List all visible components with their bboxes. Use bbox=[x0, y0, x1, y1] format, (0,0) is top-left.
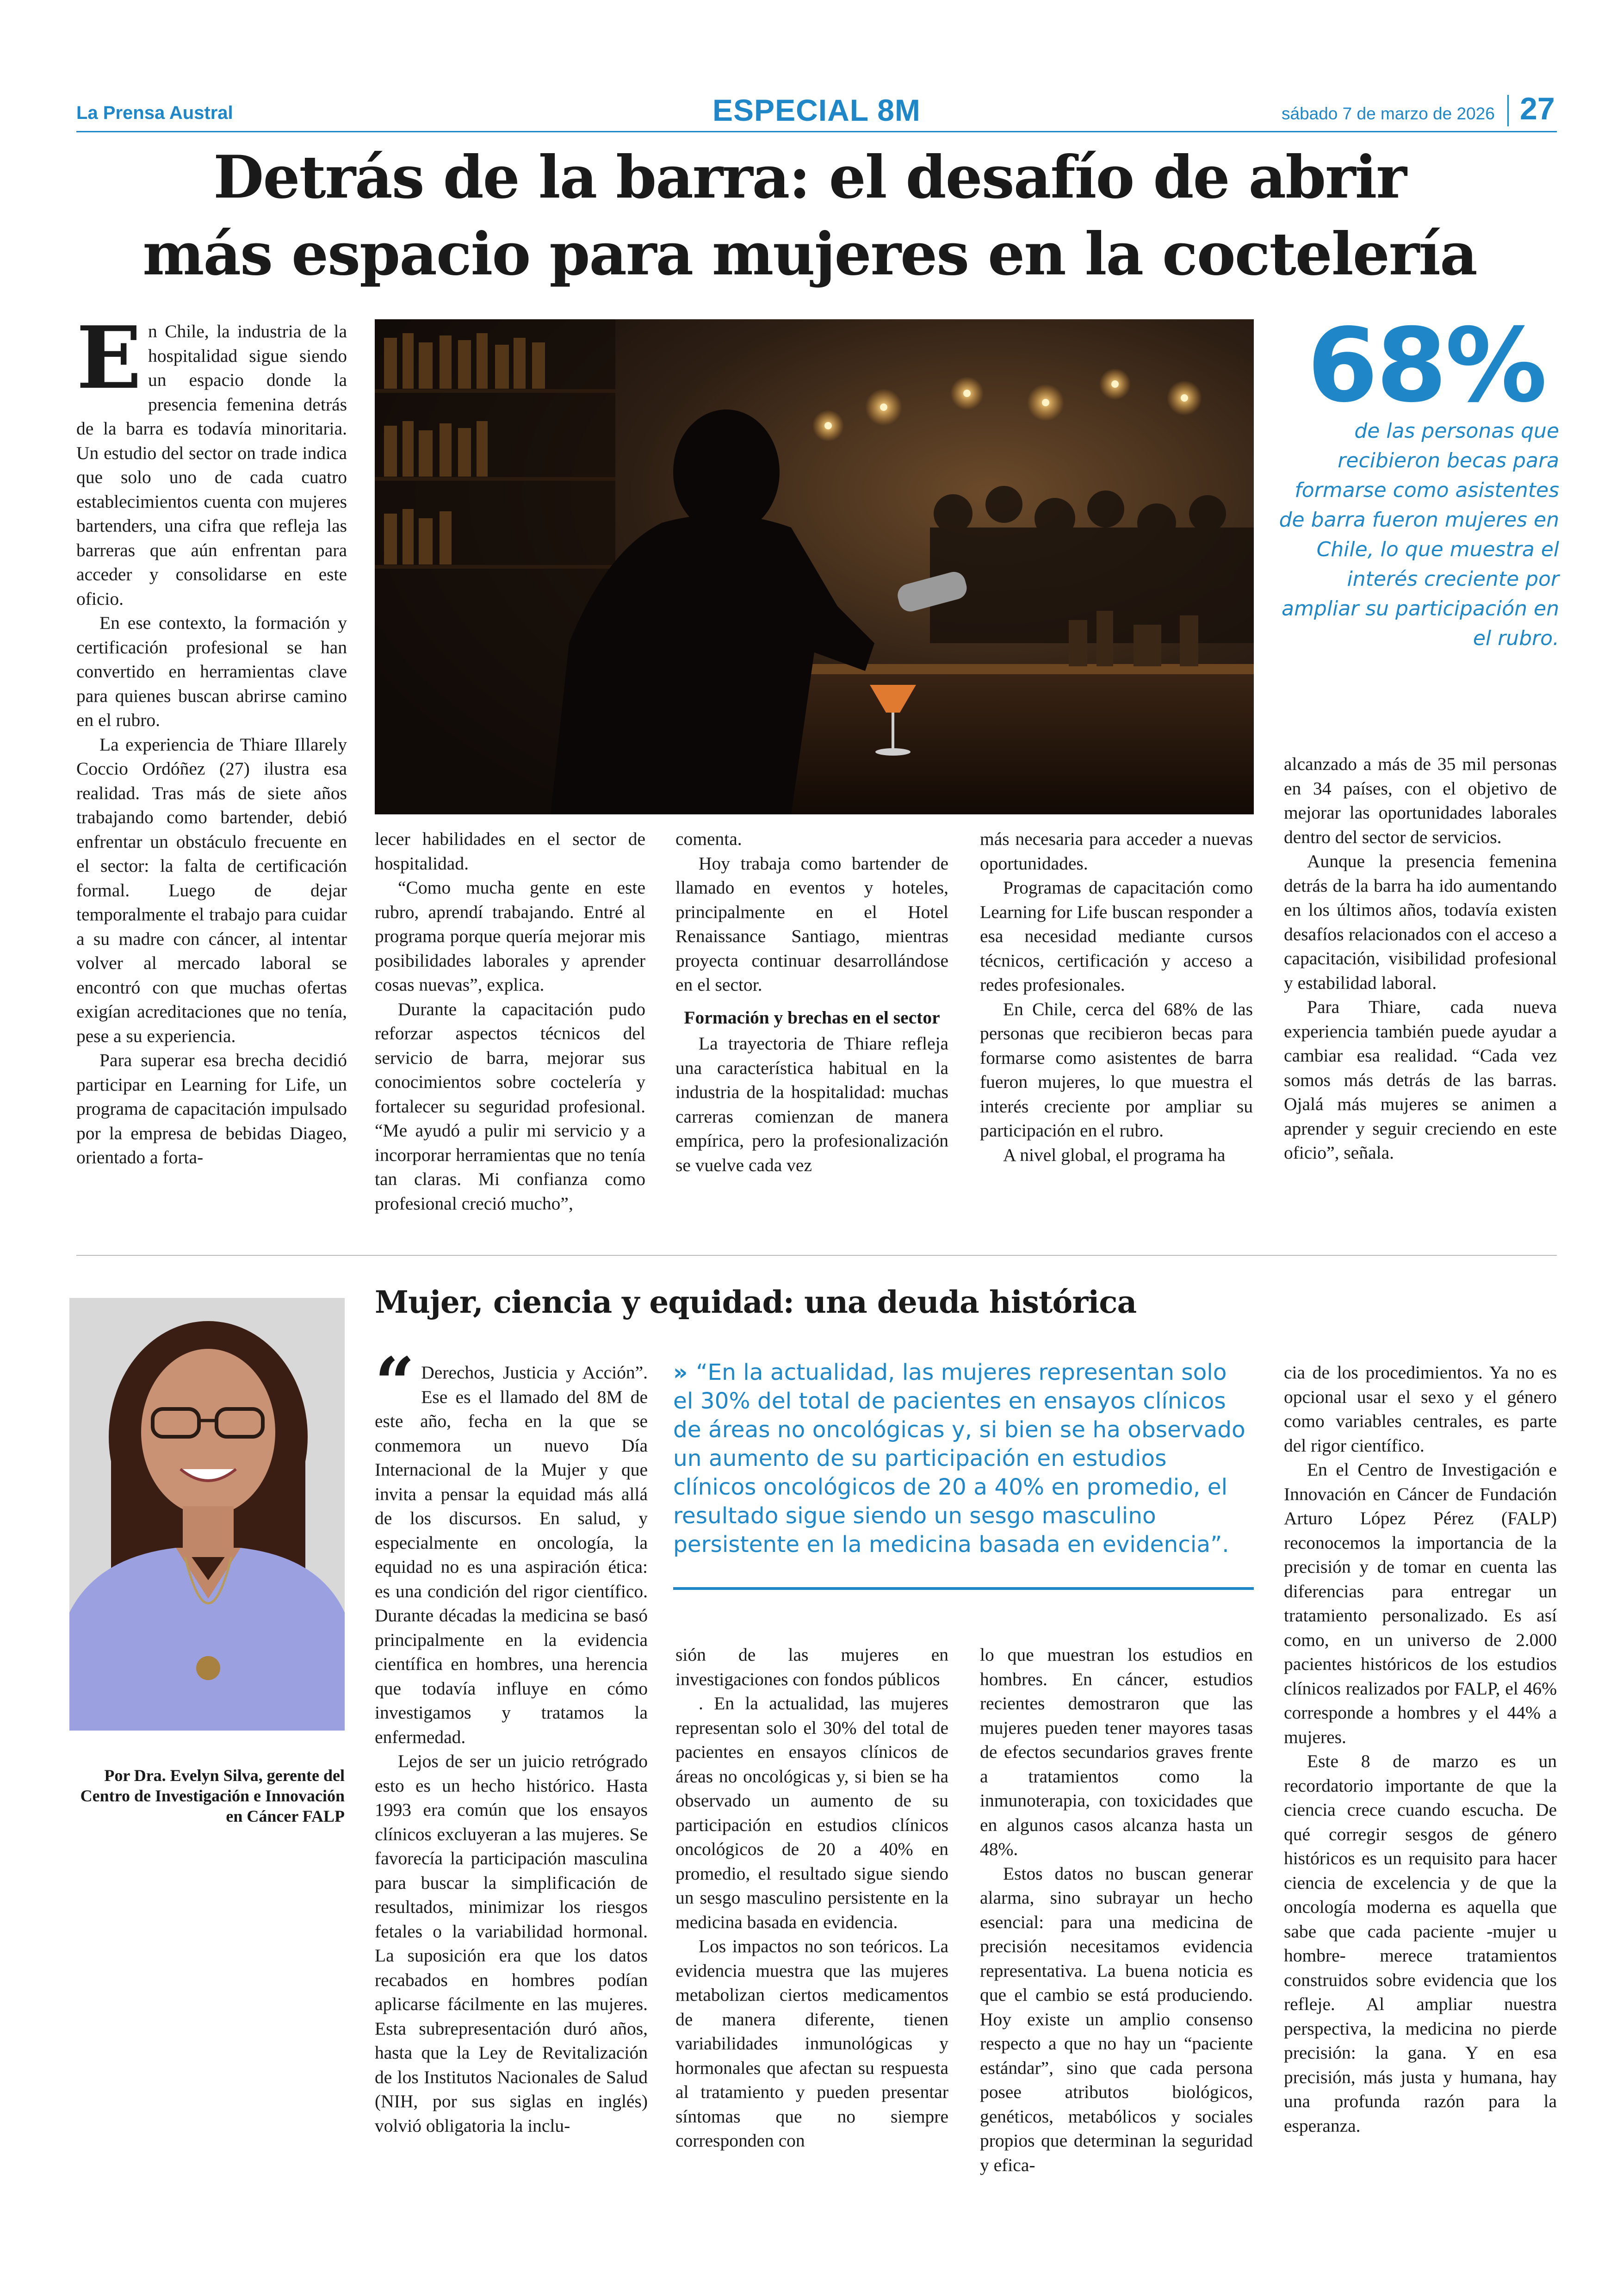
paragraph: Lejos de ser un juicio retrógrado esto es un hecho histórico. Hasta 1993 era común que los ensayos clínicos excluyeran a las mujeres. Se favorecía la participación masculina para buscar la simplificación de resultados, minimizar los riesgos fetales o la variabilidad hormonal. La suposición era que los datos recabados en hombres podían aplicarse fácilmente en las mujeres. Esta subrepresentación duró años, hasta que la Ley de Revitalización de los Institutos Nacionales de Salud (NIH, por sus siglas en inglés) volvió obligatoria la inclu- bbox=[375, 1751, 648, 2136]
paragraph: La trayectoria de Thiare refleja una característica habitual en la industria de la hospitalidad: muchas carreras comienzan de manera empírica, pero la profesionalización se vuelve cada vez bbox=[675, 1033, 948, 1175]
publication-name: La Prensa Austral bbox=[76, 103, 233, 123]
paragraph: La experiencia de Thiare Illarely Coccio Ordóñez (27) ilustra esa realidad. Tras más de siete años trabajando como bartender, debió enfrentar un obstáculo frecuente en el sector: la falta de certificación formal. Luego de dejar temporalmente el trabajo para cuidar a su madre con cáncer, al intentar volver al mercado laboral se encontró con que muchas ofertas exigían acreditaciones que no tenía, pese a su experiencia. bbox=[76, 734, 347, 1046]
paragraph: Durante la capacitación pudo reforzar aspectos técnicos del servicio de barra, mejorar sus conocimientos sobre coctelería y fortalecer su seguridad profesional. “Me ayudó a pulir mi servicio y a incorporar herramientas que no tenía tan claras. Mi confianza como profesional creció mucho”, bbox=[375, 999, 645, 1214]
opinion-column-1 bbox=[375, 1342, 648, 2138]
paragraph-text: n Chile, la industria de la hospitalidad sigue siendo un espacio donde la presencia femenina detrás de la barra es todavía minoritaria. Un estudio del sector on trade indica que solo uno de cada cuatro establecimientos cuenta con mujeres bartenders, una cifra que refleja las barreras que aún enfrentan para acceder y consolidarse en este oficio. bbox=[76, 321, 347, 609]
opinion-title: Mujer, ciencia y equidad: una deuda histórica bbox=[375, 1284, 1137, 1320]
author-portrait bbox=[69, 1298, 345, 1731]
article-column-2 bbox=[375, 827, 645, 1216]
header-rule bbox=[76, 131, 1557, 132]
paragraph: A nivel global, el programa ha bbox=[1003, 1144, 1226, 1165]
paragraph: Para superar esa brecha decidió participar en Learning for Life, un programa de capacitación impulsado por la empresa de bebidas Diageo, orientado a forta- bbox=[76, 1050, 347, 1167]
paragraph: Programas de capacitación como Learning for Life buscan responder a esa necesidad mediante cursos técnicos, certificación y acceso a redes profesionales. bbox=[980, 877, 1253, 995]
quote-mark-icon: “ bbox=[375, 1342, 415, 1424]
subheading: Formación y brechas en el sector bbox=[684, 1007, 940, 1028]
pull-quote bbox=[673, 1358, 1254, 1559]
paragraph: Estos datos no buscan generar alarma, sino subrayar un hecho esencial: para una medicina de precisión necesitamos evidencia representativa. La buena noticia es que el cambio se está produciendo. Hoy existe un amplio consenso respecto a que no hay un “paciente estándar”, sino que cada persona posee atributos biológicos, genéticos, metabólicos y sociales propios que determinan la seguridad y efica- bbox=[980, 1863, 1253, 2175]
opening-paragraph bbox=[375, 1342, 648, 1749]
opinion-column-3 bbox=[980, 1643, 1253, 2177]
paragraph: cia de los procedimientos. Ya no es opcional usar el sexo y el género como variables centrales, es parte del rigor científico. bbox=[1284, 1362, 1557, 1456]
article-title bbox=[93, 139, 1527, 292]
article-column-4 bbox=[980, 827, 1253, 1167]
paragraph: Los impactos no son teóricos. La evidencia muestra que las mujeres metabolizan ciertos medicamentos de manera diferente, tienen variabilidades inmunológicas y hormonales que afectan su respuesta al tratamiento y pueden presentar síntomas que no siempre corresponden con bbox=[675, 1936, 948, 2151]
paragraph: comenta. bbox=[675, 829, 742, 849]
paragraph: “Como mucha gente en este rubro, aprendí trabajando. Entré al programa porque quería mejorar mis posibilidades laborales y aprender cosas nuevas”, explica. bbox=[375, 877, 645, 995]
pull-quote-body bbox=[673, 1358, 1254, 1559]
lead-paragraph bbox=[76, 307, 347, 611]
paragraph: lo que muestran los estudios en hombres. En cáncer, estudios recientes demostraron que las mujeres pueden tener mayores tasas de efectos secundarios graves frente a tratamientos como la inmunoterapia, con toxicidades que en algunos casos alcanza hasta un 48%. bbox=[980, 1644, 1253, 1859]
header-separator bbox=[1507, 95, 1509, 126]
stat-description: de las personas que recibieron becas para formarse como asistentes de barra fueron mujeres en Chile, lo que muestra el interés creciente por ampliar su participación en el rubro. bbox=[1279, 419, 1559, 650]
bartender-photo bbox=[375, 319, 1254, 814]
paragraph: lecer habilidades en el sector de hospitalidad. bbox=[375, 829, 645, 874]
title-line-1: Detrás de la barra: el desafío de abrir bbox=[213, 143, 1406, 211]
paragraph: En el Centro de Investigación e Innovación en Cáncer de Fundación Arturo López Pérez (FALP) reconocemos la importancia de la precisión y de tomar en cuenta las diferencias para entregar un tratamiento personalizado. Es así como, en un universo de 2.000 pacientes históricos de los estudios clínicos realizados por FALP, el 46% corresponde a hombres y el 44% a mujeres. bbox=[1284, 1459, 1557, 1747]
drop-cap: E bbox=[76, 307, 142, 408]
paragraph-text: Derechos, Justicia y Acción”. Ese es el llamado del 8M de este año, fecha en la que se conmemora un nuevo Día Internacional de la Mujer y que invita a pensar la equidad más allá de los discursos. En salud, y especialmente en oncología, la equidad no es una aspiración ética: es una condición del rigor científico. Durante décadas la medicina se basó principalmente en la evidencia científica en hombres, una herencia que todavía influye en cómo investigamos y tratamos la enfermedad. bbox=[375, 1362, 648, 1747]
section-divider bbox=[76, 1255, 1557, 1256]
article-column-5 bbox=[1284, 752, 1557, 1165]
opinion-column-2 bbox=[675, 1643, 948, 2153]
paragraph: Este 8 de marzo es un recordatorio importante de que la ciencia crece cuando escucha. De qué corregir sesgos de género históricos es un requisito para hacer ciencia de excelencia y de que la oncología moderna es aquella que sabe que cada paciente -mujer u hombre- merece tratamientos construidos sobre evidencia que los refleje. Al ampliar nuestra perspectiva, la medicina no pierde precisión: la gana. Y en esa precisión, más justa y humana, hay una profunda razón para la esperanza. bbox=[1284, 1751, 1557, 2136]
author-byline: Por Dra. Evelyn Silva, gerente del Centro de Investigación e Innovación en Cáncer FALP bbox=[80, 1766, 345, 1825]
pull-quote-rule bbox=[673, 1587, 1254, 1590]
paragraph: más necesaria para acceder a nuevas oportunidades. bbox=[980, 829, 1253, 874]
paragraph: alcanzado a más de 35 mil personas en 34 países, con el objetivo de mejorar las oportunidades laborales dentro del sector de servicios. bbox=[1284, 754, 1557, 847]
paragraph: sión de las mujeres en investigaciones con fondos públicos bbox=[675, 1644, 948, 1689]
double-chevron-icon: » bbox=[673, 1359, 688, 1385]
paragraph: Para Thiare, cada nueva experiencia también puede ayudar a cambiar esa realidad. “Cada vez somos más detrás de las barras. Ojalá más mujeres se animen a aprender y seguir creciendo en este oficio”, señala. bbox=[1284, 997, 1557, 1163]
paragraph: En Chile, cerca del 68% de las personas que recibieron becas para formarse como asistentes de barra fueron mujeres, lo que muestra el interés creciente por ampliar su participación en el rubro. bbox=[980, 999, 1253, 1141]
section-label: ESPECIAL 8M bbox=[712, 93, 921, 127]
paragraph: Aunque la presencia femenina detrás de la barra ha ido aumentando en los últimos años, todavía existen desafíos relacionados con el acceso a capacitación, visibilidad profesional y estabilidad laboral. bbox=[1284, 851, 1557, 993]
pull-quote-text: “En la actualidad, las mujeres representan solo el 30% del total de pacientes en ensayos clínicos de áreas no oncológicas y, si bien se ha observado un aumento de su participación en estudios clínicos oncológicos de 20 a 40% en promedio, el resultado sigue siendo un sesgo masculino persistente en la medicina basada en evidencia”. bbox=[673, 1359, 1245, 1558]
issue-date: sábado 7 de marzo de 2026 bbox=[1282, 104, 1495, 123]
article-column-3 bbox=[675, 827, 948, 1177]
stat-number: 68% bbox=[1307, 306, 1545, 425]
paragraph: Hoy trabaja como bartender de llamado en eventos y hoteles, principalmente en el Hotel Renaissance Santiago, mientras proyecta continuar desarrollándose en el sector. bbox=[675, 853, 948, 995]
page-number: 27 bbox=[1520, 91, 1555, 126]
paragraph: En ese contexto, la formación y certificación profesional se han convertido en herramientas clave para quienes buscan abrirse camino en el rubro. bbox=[76, 613, 347, 730]
article-column-1 bbox=[76, 307, 347, 1170]
title-line-2: más espacio para mujeres en la coctelería bbox=[142, 220, 1477, 288]
opinion-column-4 bbox=[1284, 1360, 1557, 2138]
paragraph: . En la actualidad, las mujeres representan solo el 30% del total de pacientes en ensayos clínicos de áreas no oncológicas y, si bien se ha observado un aumento de su participación en estudios clínicos oncológicos de 20 a 40% en promedio, el resultado sigue siendo un sesgo masculino persistente en la medicina basada en evidencia. bbox=[675, 1693, 948, 1932]
